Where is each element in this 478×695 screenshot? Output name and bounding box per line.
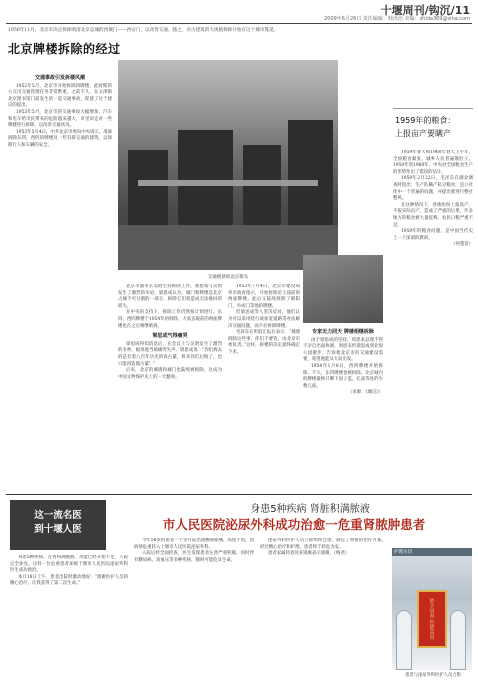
paragraph: 1959年的粮食问题，是中国当代史上一个深刻的教训。 — [393, 229, 473, 241]
paragraph: 今年58岁的患者一个多月前出现腰部胀痛、高烧不退，因病情危重转入十堰市人民医院泌尿外科。 — [134, 538, 254, 550]
page-title: 十堰周刊/钩沉/11 — [380, 4, 470, 17]
side-article-body — [393, 150, 473, 488]
side-headline-line2: 上报亩产要瞒产 — [395, 129, 451, 138]
paragraph: 1953年5月，北京市的交通事故大幅增加，汽车和电车给市民带来的危险越来越大，市里决定对一些牌楼进行拆除，以改善交通状况。 — [8, 109, 112, 129]
paragraph: 1953年7月4日，北京市建设局奉市政府指示，开始拆除帝王庙前的两座牌楼。此后又陆续拆除了朝阳门、阜成门等地的牌楼。 — [228, 284, 300, 309]
side-headline — [395, 115, 472, 139]
photo-caption: 交通拥挤的北京街头 — [207, 275, 249, 280]
intro-text: 1950年11月，北京市决定拆除明清北京总城的西城门——西安门，以改善交通。随之，对古建筑的大规模拆除开始在这个城市蔓延。 — [8, 28, 279, 33]
masthead-divider — [6, 23, 472, 24]
ad-photo-caption: 患者与泌尿外科医护人员合影 — [405, 673, 461, 678]
side-headline-line1: 1959年的粮食： — [395, 116, 456, 125]
paragraph: 后来，北京的城墙和城门也陆续被拆除，这成为中国文物保护史上的一大憾事。 — [118, 368, 222, 380]
paragraph: 本月18日上午，患者出院时激动地说：“感谢医护人员的精心治疗，让我获得了第二次生命。” — [10, 574, 128, 587]
article-column-3 — [228, 284, 300, 489]
paragraph: 毛泽东在听取汇报后表示：“城墙拆除这些事，你们不要管，由北京市委负责。”这样，拆楼的决定最终确定下来。 — [228, 330, 300, 355]
paragraph: 入院后经全面检查，医生发现患者左肾严重积脓，同时伴有糖尿病、高血压等多种疾病，随时可能危及生命。 — [134, 551, 254, 563]
paragraph: 在中央的支持下，拆除工作仍然按计划进行。东四、西四牌楼于1954年初拆除，大高玄殿前的两座牌楼也在之后相继被拆。 — [118, 310, 222, 329]
promo-box — [10, 500, 106, 550]
column-subheading: 专家无力回天 牌楼相继拆除 — [312, 329, 374, 335]
paragraph: 泌尿外科医护人员立即组织会诊，制定了周密的治疗方案，经过精心治疗和护理，患者终于转危为安。 — [260, 538, 386, 550]
banner-text: 妙手回春 医德高尚 — [428, 598, 435, 640]
article-column-4 — [303, 326, 383, 490]
promo-line-2: 到十堰人医 — [34, 524, 82, 535]
side-divider — [393, 108, 473, 109]
hospital-photo — [392, 550, 472, 670]
paragraph: 在这种情况下，各地纷纷上报高产，不报实际亩产，造成了严重的后果，许多地方的粮食被大量征购，农民口粮严重不足。 — [393, 202, 473, 228]
column-subheading: 梁思成气得痛哭 — [152, 333, 188, 340]
ad-column-2 — [134, 538, 254, 690]
portrait-photo — [303, 255, 383, 323]
ad-kicker: 身患5种疾病 肾脏积满脓液 — [250, 504, 370, 515]
ad-column-1 — [10, 555, 128, 690]
photo-label: 护理关切 — [392, 548, 472, 556]
paragraph: 1953年5月4日，中共北京市委向中央请示，准备拆除东四、西四的牌楼及一些有碍交通的建筑，以保障行人和车辆的安全。 — [8, 129, 112, 148]
article-headline: 北京牌楼拆除的经过 — [8, 42, 121, 56]
silk-banner — [417, 590, 447, 648]
article-column-1 — [8, 72, 112, 482]
ad-column-3 — [260, 538, 386, 690]
promo-line-1: 这一流名医 — [34, 510, 82, 521]
paragraph: 1952年5月，北京市开始拆除四牌楼，此时期的公交司交通管理任务非常繁重。之前不久，在文津街北京图书馆门前发生的一起交通事故，促使了这个建议的提出。 — [8, 83, 112, 109]
article-source: （来源：《城记》） — [347, 390, 383, 396]
paragraph: 1954年1月8日，西四牌楼开始拆除。不久，东四牌楼也被拆除。北京城内的牌楼最终只剩下国子监、孔庙等处的少数几座。 — [303, 363, 383, 389]
paragraph: 梁思成得知消息后，在会议上与吴晗发生了激烈的争吵，据说他当场痛哭失声。梁思成说：“你们拆去的是有着八百年历史的真古董，将来你们后悔了，也只能再造假古董！” — [118, 341, 222, 367]
paragraph: 但梁思成等人坚决反对，他们认为可以采用绕行或加宽道路等办法解决交通问题，而不必拆除牌楼。 — [228, 310, 300, 329]
issue-info: 2009年6月26日 责任编辑：韩泽治 美编：zhida369@sina.com — [324, 16, 470, 22]
paragraph: 1959年春天和1960年春天上半年，全国粮食紧张，城乡人民普遍饿肚子。1959年到1960年，中央对全国粮食生产的形势作出了错误的估计。 — [393, 150, 473, 175]
masthead — [6, 2, 472, 24]
paragraph: 1959年2月22日，毛泽东在湖北调查时指出：生产队瞒产私分粮食，是公社化中一个普遍的问题，并提出要进行整社整风。 — [393, 176, 473, 202]
paragraph: 北京市副市长吴晗主持拆除工作。梁思成与吴晗发生了激烈的争论，梁思成认为，城门和牌楼是北京古城不可分割的一部分，拆除它们将造成无法挽回的损失。 — [118, 284, 222, 309]
paragraph: 患者家属特意送来锦旗表示感谢。（梅君） — [268, 551, 350, 557]
paragraph: 由于梁思成的坚持，周恩来总理不得不亲自出面协调。周恩来约梁思成到北海公园散步，告诉他北京市的交通建设需要，希望他能从大局出发。 — [303, 337, 383, 363]
article-author: （何蔓苗） — [451, 242, 473, 248]
article-column-2 — [118, 284, 222, 489]
column-subheading: 交通事故引发拆楼风潮 — [34, 75, 85, 81]
ad-headline: 市人民医院泌尿外科成功治愈一危重肾脓肿患者 — [162, 517, 426, 532]
paragraph: 身患5种疾病，左肾和满腹液、功能已经开始不足，人院完全休克。这样一位危重患者却被十堰市人民医院泌尿外科医生成功救治。 — [10, 555, 128, 574]
city-photo — [118, 60, 338, 270]
section-divider — [6, 494, 472, 495]
